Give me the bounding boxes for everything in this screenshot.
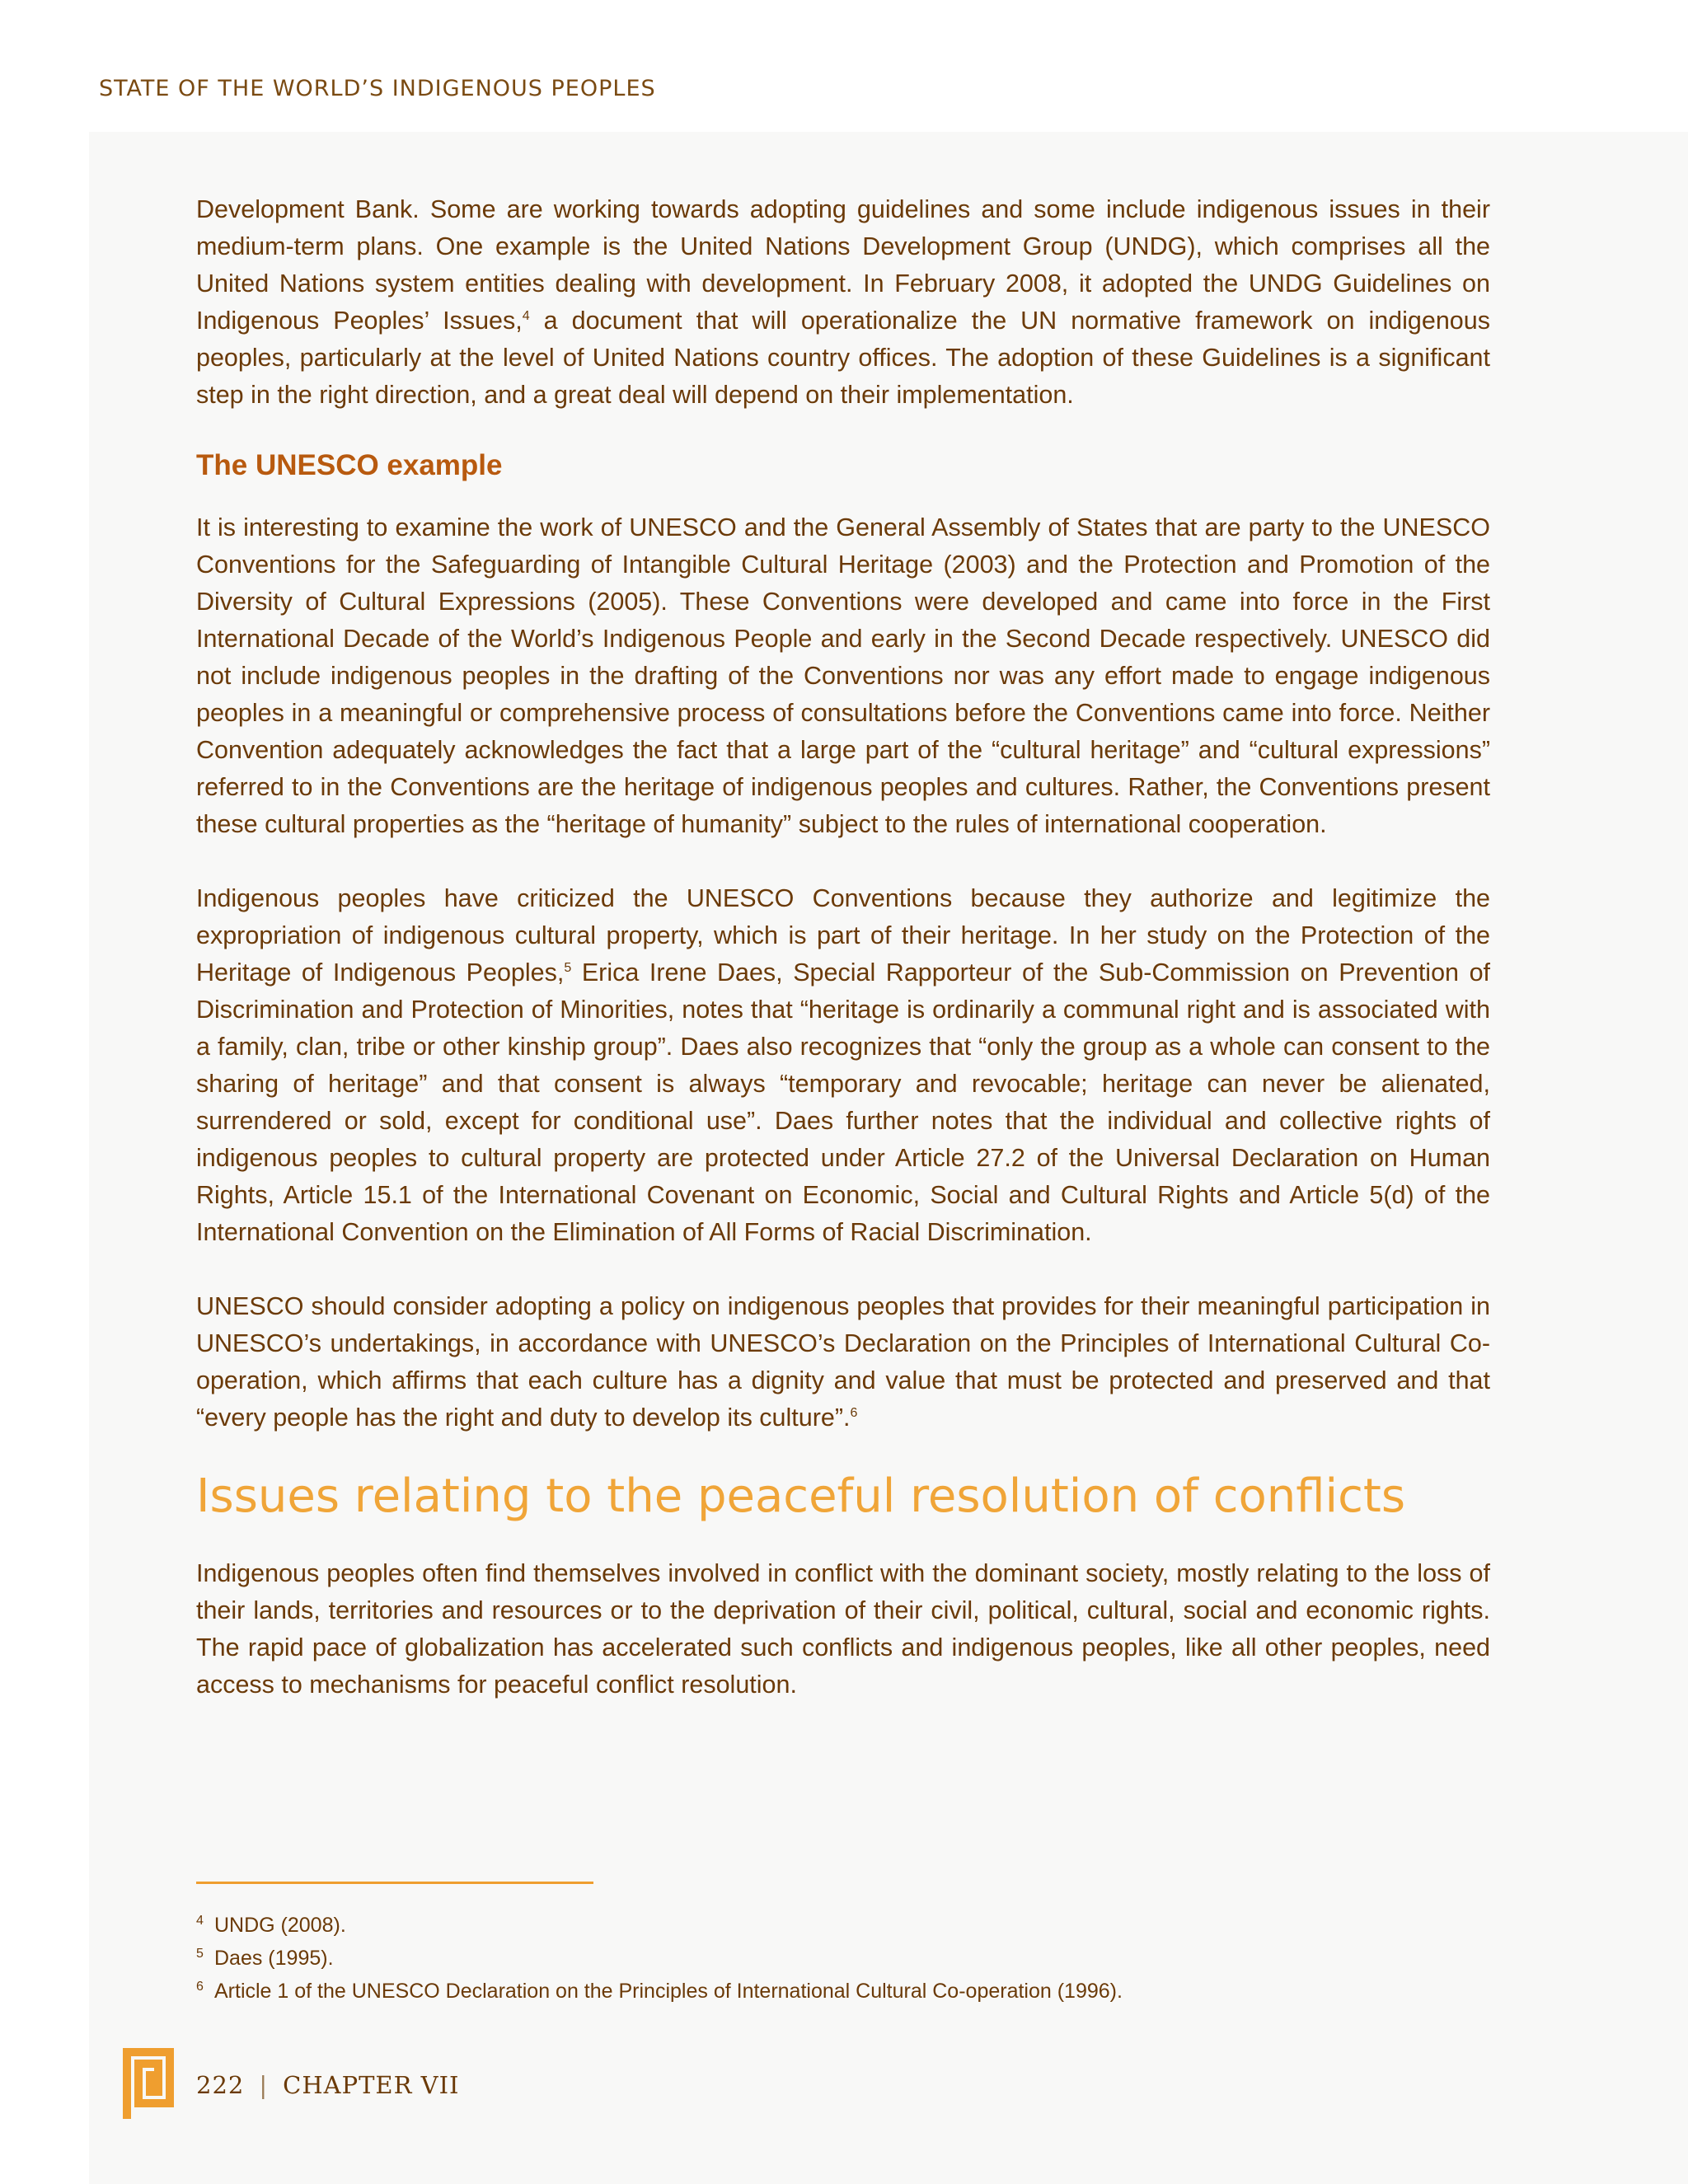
footnote-text: Article 1 of the UNESCO Declaration on the Principles of International Cultural Co-operation (1996). xyxy=(214,1980,1123,2003)
paragraph-intro: Development Bank. Some are working towards adopting guidelines and some include indigenous issues in their medium-term plans. One example is the United Nations Development Group (UNDG), which comprises all the United Nations system entities dealing with development. In February 2008, it adopted the UNDG Guidelines on Indigenous Peoples’ Issues,$^4$ a document that will operationalize the UN normative framework on indigenous peoples, particularly at the level of United Nations country offices. The adoption of these Guidelines is a significant step in the right direction, and a great deal will depend on their implementation. xyxy=(196,195,1490,409)
footnote-item xyxy=(196,1976,1490,2009)
footnote-ref-5[interactable]: 5 xyxy=(564,960,572,975)
footnote-ref-4[interactable]: 4 xyxy=(522,308,530,323)
footnote-divider xyxy=(196,1882,593,1884)
chapter-label: CHAPTER VII xyxy=(283,2071,460,2099)
footnote-item xyxy=(196,1943,1490,1976)
footnote-number: 6 xyxy=(196,1980,204,1994)
footnotes xyxy=(196,1910,1490,2009)
footnote-number: 5 xyxy=(196,1947,204,1961)
section-heading-conflicts: Issues relating to the peaceful resolution of conflicts xyxy=(196,1469,1405,1523)
subheading-unesco: The UNESCO example xyxy=(196,449,503,481)
paragraph-unesco-3: UNESCO should consider adopting a policy on indigenous peoples that provides for their meaningful participation in UNESCO’s undertakings, in accordance with UNESCO’s Declaration on the Principles of International Cultural Co-operation, which affirms that each culture has a dignity and value that must be protected and preserved and that “every people has the right and duty to develop its culture”.$^6$ xyxy=(196,1292,1490,1432)
footnote-text: Daes (1995). xyxy=(214,1947,334,1970)
footnote-item xyxy=(196,1910,1490,1943)
footer-separator: | xyxy=(259,2071,269,2099)
footnote-ref-6[interactable]: 6 xyxy=(850,1405,858,1420)
page-number: 222 xyxy=(196,2071,245,2099)
page-footer xyxy=(196,2071,460,2099)
running-header: STATE OF THE WORLD’S INDIGENOUS PEOPLES xyxy=(99,76,656,101)
footnote-text: UNDG (2008). xyxy=(214,1914,346,1937)
spiral-logo-icon xyxy=(120,2046,176,2120)
paragraph-conflicts: Indigenous peoples often find themselves involved in conflict with the dominant society, mostly relating to the loss of their lands, territories and resources or to the deprivation of their civil, political, cultural, social and economic rights. The rapid pace of globalization has accelerated such conflicts and indigenous peoples, like all other peoples, need access to mechanisms for peaceful conflict resolution. xyxy=(196,1559,1490,1699)
main-content xyxy=(196,191,1490,1704)
footnote-number: 4 xyxy=(196,1914,204,1928)
paragraph-unesco-1: It is interesting to examine the work of UNESCO and the General Assembly of States that are party to the UNESCO Conventions for the Safeguarding of Intangible Cultural Heritage (2003) and the Protection and Promotion of the Diversity of Cultural Expressions (2005). These Conventions were developed and came into force in the First International Decade of the World’s Indigenous People and early in the Second Decade respectively. UNESCO did not include indigenous peoples in the drafting of the Conventions nor was any effort made to engage indigenous peoples in a meaningful or comprehensive process of consultations before the Conventions came into force. Neither Convention adequately acknowledges the fact that a large part of the “cultural heritage” and “cultural expressions” referred to in the Conventions are the heritage of indigenous peoples and cultures. Rather, the Conventions present these cultural properties as the “heritage of humanity” subject to the rules of international cooperation. xyxy=(196,513,1490,838)
paragraph-unesco-2: Indigenous peoples have criticized the UNESCO Conventions because they authorize and legitimize the expropriation of indigenous cultural property, which is part of their heritage. In her study on the Protection of the Heritage of Indigenous Peoples,$^5$ Erica Irene Daes, Special Rapporteur of the Sub-Commission on Prevention of Discrimination and Protection of Minorities, notes that “heritage is ordinarily a communal right and is associated with a family, clan, tribe or other kinship group”. Daes also recognizes that “only the group as a whole can consent to the sharing of heritage” and that consent is always “temporary and revocable; heritage can never be alienated, surrendered or sold, except for conditional use”. Daes further notes that the individual and collective rights of indigenous peoples to cultural property are protected under Article 27.2 of the Universal Declaration on Human Rights, Article 15.1 of the International Covenant on Economic, Social and Cultural Rights and Article 5(d) of the International Convention on the Elimination of All Forms of Racial Discrimination. xyxy=(196,884,1491,1246)
